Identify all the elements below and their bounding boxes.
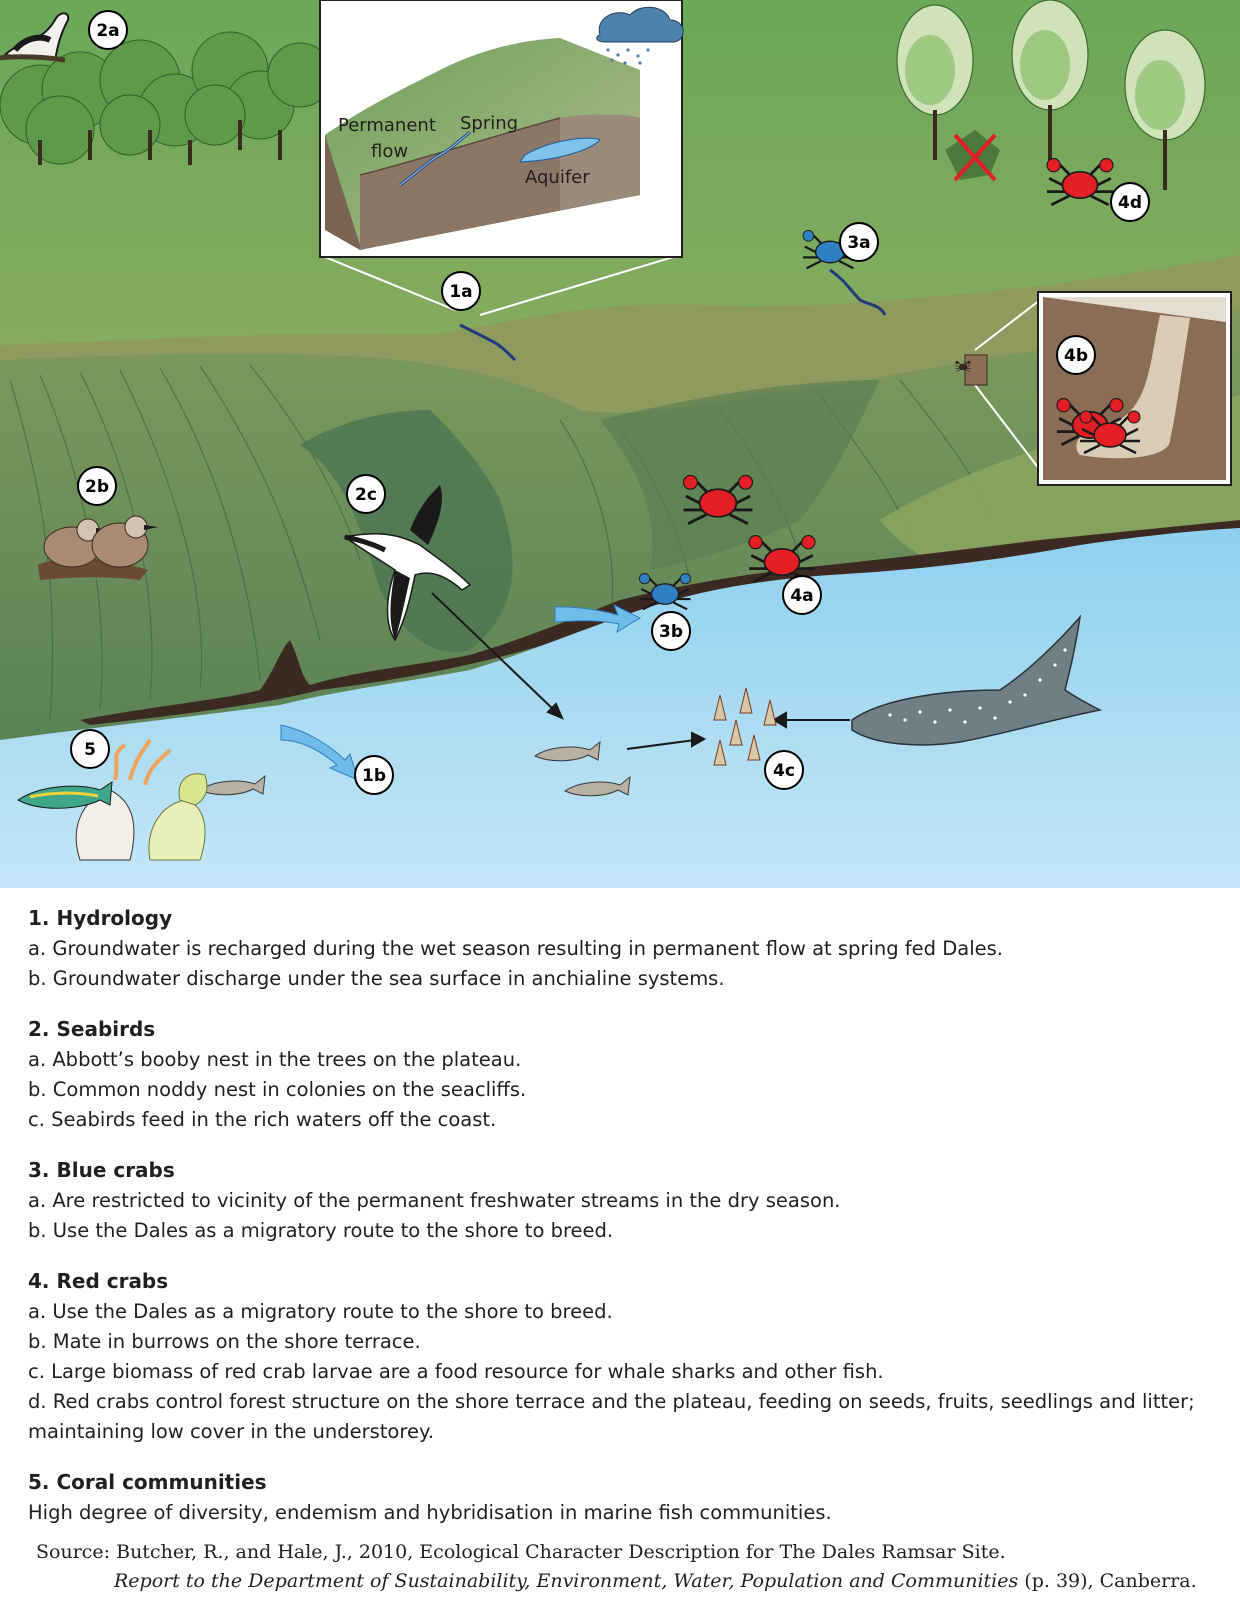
label-2a	[89, 11, 127, 49]
legend-section	[28, 905, 1218, 994]
label-4c	[765, 751, 803, 789]
legend-section	[28, 1157, 1218, 1246]
inset-label-spring: Spring	[460, 113, 519, 134]
svg-text:4c: 4c	[773, 761, 795, 781]
legend-item: a. Groundwater is recharged during the wet season resulting in permanent flow at spring fed Dales.	[28, 937, 1003, 960]
legend-item: b. Mate in burrows on the shore terrace.	[28, 1330, 421, 1353]
legend-item: a. Are restricted to vicinity of the permanent freshwater streams in the dry season.	[28, 1189, 841, 1212]
legend-item: b. Use the Dales as a migratory route to the shore to breed.	[28, 1219, 614, 1242]
legend-item: High degree of diversity, endemism and hybridisation in marine fish communities.	[28, 1501, 832, 1524]
label-5	[71, 730, 109, 768]
legend-section-title: 5. Coral communities	[28, 1470, 267, 1494]
label-4b	[1057, 336, 1095, 374]
label-1a	[442, 272, 480, 310]
legend-item: d. Red crabs control forest structure on the shore terrace and the plateau, feeding on seeds, fruits, seedlings and litter; maintaining low cover in the understorey.	[28, 1390, 1195, 1443]
legend-section	[28, 1268, 1218, 1447]
svg-text:2a: 2a	[96, 21, 120, 41]
source-citation	[36, 1538, 1226, 1596]
svg-text:2b: 2b	[85, 477, 109, 497]
inset-label-flow: flow	[371, 141, 409, 162]
legend-item: c. Large biomass of red crab larvae are a food resource for whale sharks and other fish.	[28, 1360, 884, 1383]
svg-text:3a: 3a	[847, 233, 871, 253]
label-3b	[652, 612, 690, 650]
label-4d	[1111, 183, 1149, 221]
svg-text:3b: 3b	[659, 622, 683, 642]
legend-section-title: 3. Blue crabs	[28, 1158, 175, 1182]
legend-item: a. Use the Dales as a migratory route to the shore to breed.	[28, 1300, 613, 1323]
svg-text:4a: 4a	[790, 586, 814, 606]
legend-section-title: 1. Hydrology	[28, 906, 173, 930]
legend-item: b. Groundwater discharge under the sea surface in anchialine systems.	[28, 967, 725, 990]
legend-section-title: 2. Seabirds	[28, 1017, 156, 1041]
source-line-2-rest: (p. 39), Canberra.	[1018, 1570, 1197, 1592]
label-2b	[78, 467, 116, 505]
legend-item: a. Abbott’s booby nest in the trees on the plateau.	[28, 1048, 522, 1071]
label-4a	[783, 576, 821, 614]
source-report-title: Report to the Department of Sustainability, Environment, Water, Population and Communities	[114, 1570, 1019, 1592]
svg-text:1a: 1a	[449, 282, 473, 302]
label-1b	[355, 756, 393, 794]
legend	[28, 905, 1218, 1550]
source-line-2	[36, 1567, 1226, 1596]
svg-text:4d: 4d	[1118, 193, 1142, 213]
inset-label-permanent: Permanent	[338, 115, 436, 136]
svg-text:2c: 2c	[355, 485, 377, 505]
legend-section	[28, 1016, 1218, 1135]
legend-section-title: 4. Red crabs	[28, 1269, 169, 1293]
label-2c	[347, 475, 385, 513]
svg-text:4b: 4b	[1064, 346, 1088, 366]
svg-text:1b: 1b	[362, 766, 386, 786]
legend-section	[28, 1469, 1218, 1528]
label-3a	[840, 223, 878, 261]
svg-text:5: 5	[84, 740, 96, 760]
legend-item: b. Common noddy nest in colonies on the seacliffs.	[28, 1078, 527, 1101]
legend-item: c. Seabirds feed in the rich waters off the coast.	[28, 1108, 497, 1131]
source-line-1: Source: Butcher, R., and Hale, J., 2010, Ecological Character Description for The Dales Ramsar Site.	[36, 1541, 1006, 1563]
inset-label-aquifer: Aquifer	[525, 167, 590, 188]
